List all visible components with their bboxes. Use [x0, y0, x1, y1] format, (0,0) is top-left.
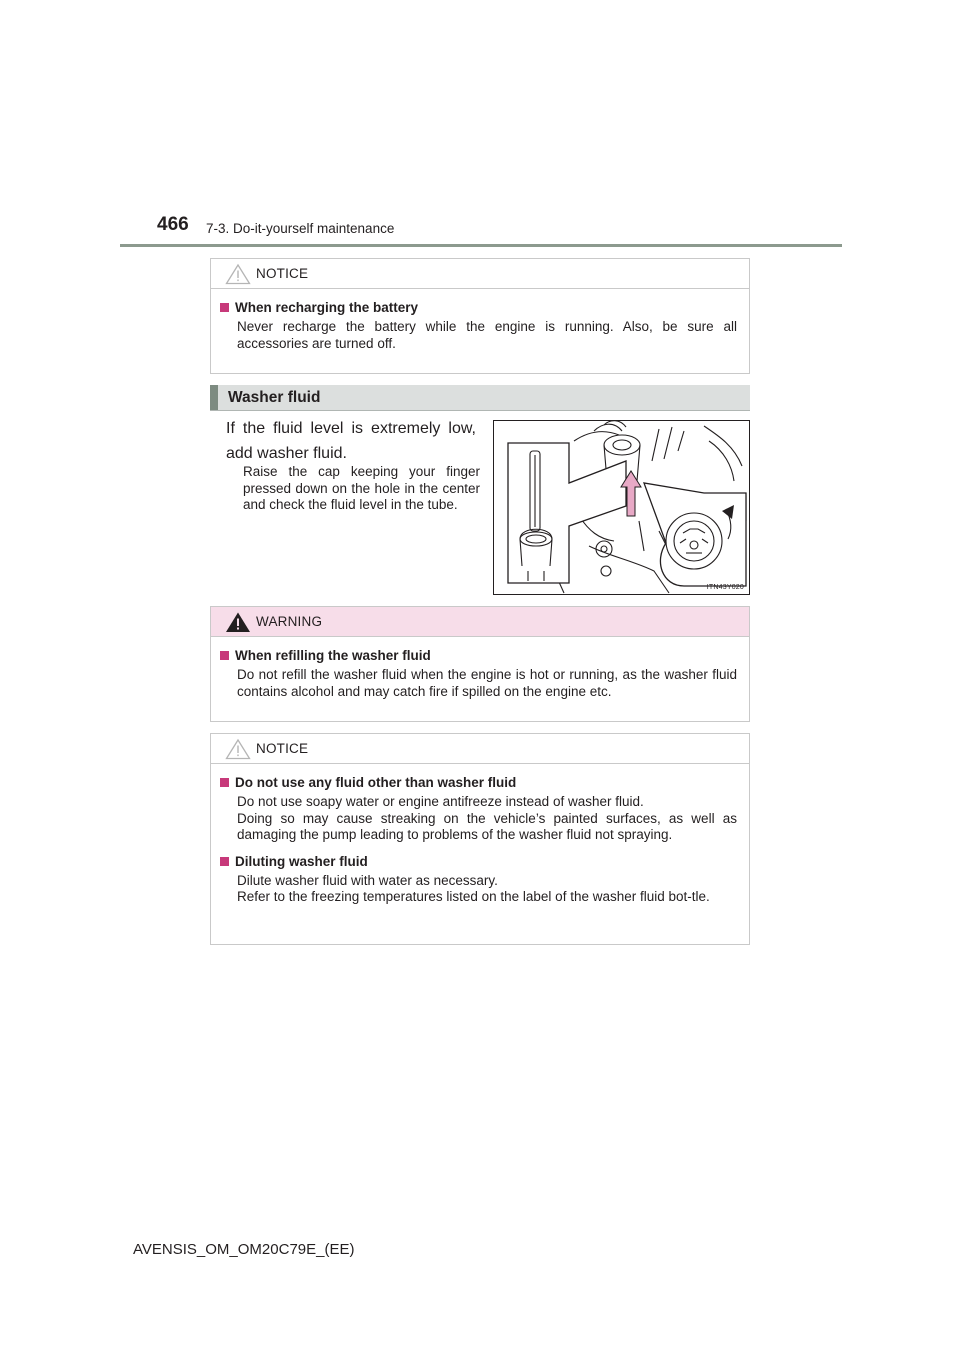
caution-outline-icon: [225, 263, 251, 285]
notice-item-heading: Do not use any fluid other than washer fluid: [220, 774, 737, 792]
section-heading: Washer fluid: [228, 389, 321, 406]
washer-reservoir-drawing: [494, 421, 749, 594]
warning-box-refilling: [210, 606, 750, 722]
notice-item-heading: Diluting washer fluid: [220, 853, 737, 871]
lead-paragraph: If the fluid level is extremely low, add washer fluid.: [226, 420, 476, 462]
washer-reservoir-illustration: [493, 420, 750, 595]
page-number: 466: [157, 214, 189, 235]
warning-triangle-icon: [225, 611, 251, 633]
bullet-square-icon: [220, 857, 229, 866]
notice-box-washer-fluid: [210, 733, 750, 945]
notice-box-battery: [210, 258, 750, 374]
warning-item-heading: When refilling the washer fluid: [220, 647, 737, 665]
bullet-square-icon: [220, 778, 229, 787]
section-heading-bar: [210, 385, 750, 411]
bullet-square-icon: [220, 303, 229, 312]
section-title: 7-3. Do-it-yourself maintenance: [206, 221, 395, 236]
warning-header: [211, 607, 749, 637]
bullet-square-icon: [220, 651, 229, 660]
notice-item-heading: When recharging the battery: [220, 299, 737, 317]
notice-item-text: Do not use soapy water or engine antifreeze instead of washer fluid.: [237, 794, 644, 809]
caution-outline-icon: [225, 738, 251, 760]
notice-header: [211, 259, 749, 289]
notice-title: NOTICE: [256, 266, 309, 281]
notice-item-text: Doing so may cause streaking on the vehicle’s painted surfaces, as well as damaging the pump leading to problems of the washer fluid not spraying.: [237, 810, 737, 842]
warning-title: WARNING: [256, 614, 323, 629]
notice-item-text: Refer to the freezing temperatures listed on the label of the washer fluid bot-tle.: [237, 889, 710, 904]
notice-item-text: Dilute washer fluid with water as necessary.: [237, 872, 498, 888]
header-divider: [120, 244, 842, 247]
document-id: AVENSIS_OM_OM20C79E_(EE): [133, 1241, 355, 1258]
warning-item-text: Do not refill the washer fluid when the engine is hot or running, as the washer fluid contains alcohol and may catch fire if spilled on the engine etc.: [237, 667, 737, 699]
figure-code: ITN43Y020: [706, 584, 744, 591]
notice-title: NOTICE: [256, 741, 309, 756]
notice-header: [211, 734, 749, 764]
instruction-paragraph: Raise the cap keeping your finger pressed down on the hole in the center and check the fluid level in the tube.: [243, 464, 480, 512]
notice-item-text: Never recharge the battery while the engine is running. Also, be sure all accessories are turned off.: [237, 319, 737, 351]
section-accent: [210, 385, 218, 410]
